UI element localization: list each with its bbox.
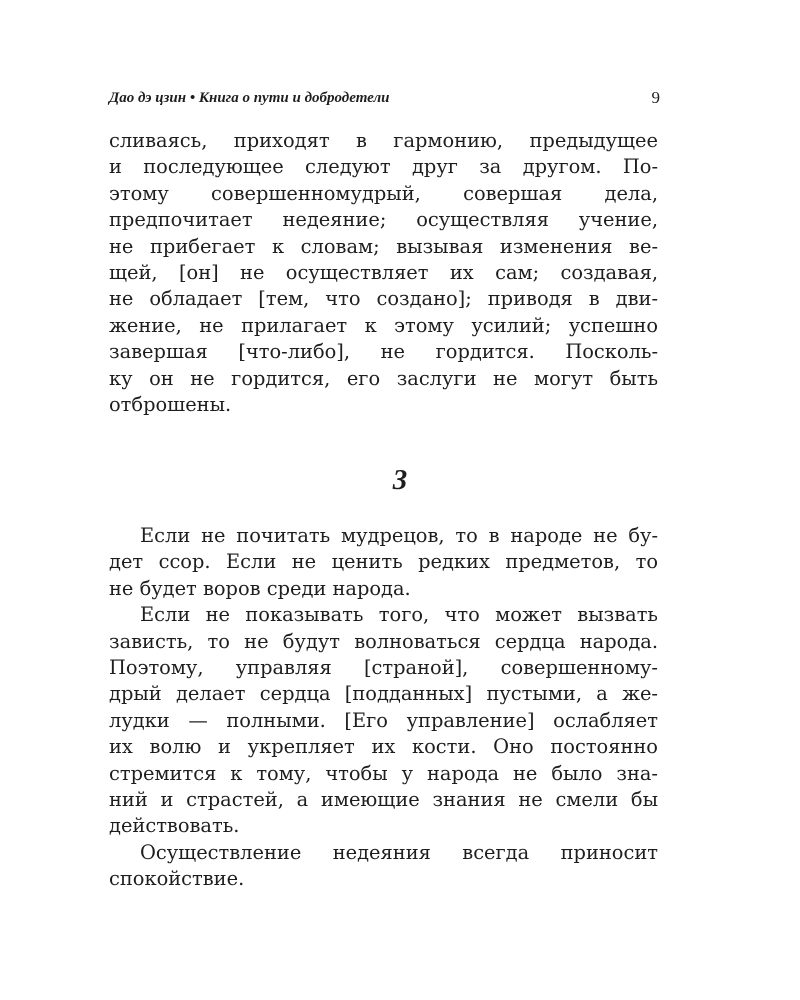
text-line: этому совершенномудрый, совершая дела, <box>109 181 658 205</box>
text-line: предпочитает недеяние; осуществляя учение, <box>109 208 658 232</box>
text-line: действовать. <box>109 814 240 838</box>
text-line: спокойствие. <box>109 867 245 891</box>
text-line: ку он не гордится, его заслуги не могут быть <box>109 366 658 390</box>
text-line: их волю и укрепляет их кости. Оно постоянно <box>109 735 658 759</box>
text-line: завершая [что-либо], не гордится. Посколь- <box>109 340 658 364</box>
text-line: ний и страстей, а имеющие знания не смели бы <box>109 787 658 811</box>
page-number: 9 <box>651 88 660 107</box>
text-line: сливаясь, приходят в гармонию, предыдущее <box>109 129 658 152</box>
text-line: не прибегает к словам; вызывая изменения ве- <box>109 234 658 258</box>
text-line: и последующее следуют друг за другом. По- <box>109 155 658 179</box>
text-line: лудки — полными. [Его управление] ослабляет <box>109 708 658 732</box>
text-line: жение, не прилагает к этому усилий; успешно <box>109 313 658 337</box>
text-line: Если не почитать мудрецов, то в народе не бу- <box>140 524 658 547</box>
paragraph <box>109 602 658 840</box>
running-header <box>109 86 660 110</box>
text-line: стремится к тому, чтобы у народа не было зна- <box>109 761 658 785</box>
chapter-body <box>109 523 658 892</box>
paragraph <box>109 523 658 602</box>
text-line: Осуществление недеяния всегда приносит <box>140 840 658 864</box>
running-header-title: Дао дэ цзин • Книга о пути и добродетели <box>109 90 390 106</box>
paragraph <box>109 840 658 893</box>
text-line: не будет воров среди народа. <box>109 576 411 600</box>
text-line: не обладает [тем, что создано]; приводя в дви- <box>109 287 658 311</box>
text-line: зависть, то не будут волноваться сердца народа. <box>109 629 658 653</box>
text-line: щей, [он] не осуществляет их сам; создавая, <box>109 260 658 284</box>
text-line: Если не показывать того, что может вызвать <box>140 603 658 627</box>
text-line: Поэтому, управляя [страной], совершенному- <box>109 655 658 679</box>
text-line: дет ссор. Если не ценить редких предметов, то <box>109 550 658 574</box>
chapter-heading: 3 <box>392 464 408 496</box>
text-line: дрый делает сердца [подданных] пустыми, а же- <box>109 682 658 706</box>
continued-paragraph <box>109 128 658 418</box>
text-line: отброшены. <box>109 392 232 416</box>
